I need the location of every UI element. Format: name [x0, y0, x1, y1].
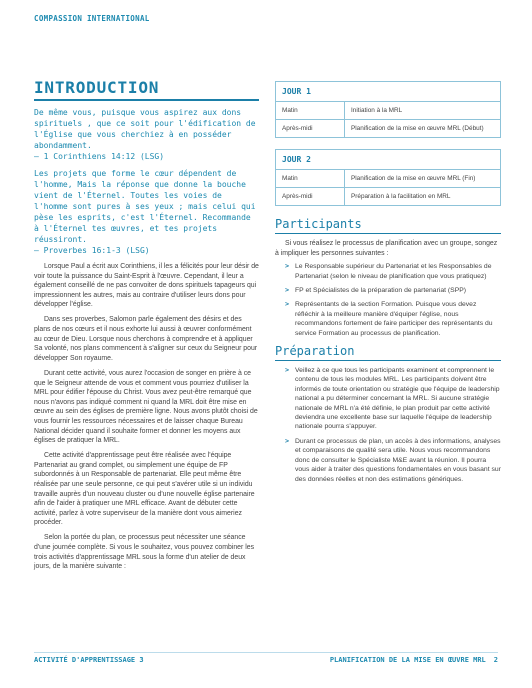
right-column	[275, 81, 501, 489]
paragraph: Selon la portée du plan, ce processus peut nécessiter une séance d'une journée complète. Si vous le souhaitez, vous pouvez combiner les trois activités d'apprentissage MRL sous la forme d'un atelier de deux jours, de la manière suivante :	[34, 534, 255, 571]
activity-cell: Planification de la mise en œuvre MRL (Fin)	[351, 175, 476, 182]
quote-text: De même vous, puisque vous aspirez aux dons spirituels , que ce soit pour l'édification de l'Église que vous cherchiez à en posséder abondamment.	[34, 108, 256, 150]
introduction-title: INTRODUCTION	[34, 78, 259, 101]
left-column	[34, 78, 259, 577]
participants-intro: Si vous réalisez le processus de planification avec un groupe, songez à impliquer les personnes suivantes :	[275, 240, 498, 257]
day-heading: JOUR 2	[276, 150, 500, 170]
organization-header: COMPASSION INTERNATIONAL	[34, 14, 150, 23]
time-cell: Matin	[276, 102, 345, 119]
list-item: > Veillez à ce que tous les participants examinent et comprennent le contenu de tous les modules MRL. Les participants doivent être informés de toute orientation ou stratégie que l'équipe de leadership national a pu déterminer concernant la MRL. Si aucune stratégie nationale de MRL n'a été définie, le plan produit par cette activité deviendra une excellente base sur laquelle l'équipe de leadership nationale pourra s'appuyer.	[285, 366, 501, 432]
footer-document-title: PLANIFICATION DE LA MISE EN ŒUVRE MRL	[329, 656, 486, 664]
page-number: 2	[493, 656, 498, 664]
time-cell: Après-midi	[276, 120, 345, 137]
footer-divider	[34, 652, 498, 653]
schedule-row	[276, 188, 500, 205]
quote-text: Les projets que forme le cœur dépendent de l'homme, Mais la réponse que donne la bouche vient de l'Éternel. Toutes les voies de l'homme sont pures à ses yeux ; mais celui qui pèse les esprits, c'est l'Éternel. Recommande à l'Éternel tes œuvres, et tes projets réussiront.	[34, 169, 256, 244]
participants-heading: Participants	[275, 217, 501, 234]
list-item: > Le Responsable supérieur du Partenariat et les Responsables de Partenariat (selon le niveau de planification que vous pratiquez)	[285, 262, 501, 281]
time-cell: Matin	[276, 170, 345, 187]
paragraph: Lorsque Paul a écrit aux Corinthiens, il les a félicités pour leur désir de voir toute la puissance du Saint-Esprit à l'œuvre. Cependant, il leur a également conseillé de ne pas convoiter de dons spirituels tapageurs qui impressionnent les autres, mais au contraire d'utiliser leurs dons pour développer l'église.	[34, 263, 259, 309]
list-item: > FP et Spécialistes de la préparation de partenariat (SPP)	[285, 286, 501, 295]
quote-reference: — 1 Corinthiens 14:12 (LSG)	[34, 152, 165, 161]
quote-corinthians	[34, 107, 259, 162]
introduction-body	[34, 262, 259, 572]
paragraph: Durant cette activité, vous aurez l'occasion de songer en prière à ce que le Seigneur attende de vous et comment vous pourriez d'utiliser la MRL pour édifier l'épouse du Christ. Vous avez peut-être remarqué que nous n'avons pas indiqué comment ni quand la MRL doit être mise en œuvre au sein des églises de première ligne. Nous avons plutôt choisi de vous fournir les ressources nécessaires et de laisser chaque Bureau National décider quand il souhaite former et donner les moyens aux églises de pratiquer la MRL.	[34, 369, 258, 445]
schedule-table-day-2	[275, 149, 501, 206]
preparation-heading: Préparation	[275, 344, 501, 361]
quote-proverbs	[34, 168, 259, 256]
list-item: > Représentants de la section Formation. Puisque vous devez réfléchir à la meilleure manière d'équiper l'église, nous recommandons fortement de faire participer des représentants du service Formation au processus de planification.	[285, 300, 501, 338]
preparation-list	[275, 366, 501, 484]
schedule-row	[276, 102, 500, 120]
paragraph: Cette activité d'apprentissage peut être réalisée avec l'équipe Partenariat au grand complet, ou simplement une équipe de FP subordonnés à un Responsable de partenariat. Elle peut même être réalisée par une seule personne, ce qui peut s'avérer utile si un individu travaille auprès d'un nouveau cluster ou d'une nouvelle église partenaire afin de l'aider à pratiquer une MRL efficace. Avant de débuter cette activité, parlez à votre superviseur de la manière dont vous aimeriez procéder.	[34, 452, 255, 527]
time-cell: Après-midi	[276, 188, 345, 205]
footer-activity-label: ACTIVITÉ D'APPRENTISSAGE 3	[34, 656, 144, 664]
list-item: > Durant ce processus de plan, un accès à des informations, analyses et comparaisons de qualité sera utile. Nous vous recommandons donc de consulter le Spécialiste M&E avant la réunion. Il pourra vous aider à traiter des questions fondamentales en vous basant sur des données réelles et non des estimations génériques.	[285, 437, 501, 484]
activity-cell: Initiation à la MRL	[351, 107, 403, 114]
quote-reference: — Proverbes 16:1-3 (LSG)	[34, 246, 150, 255]
paragraph: Dans ses proverbes, Salomon parle également des désirs et des plans de nos cœurs et il nous exhorte lui aussi à œuvrer conformément au cœur de Dieu. Lorsque nous cherchons à comprendre et à appliquer Sa volonté, nos plans commencent à s'aligner sur ceux du Seigneur pour développer Son royaume.	[34, 316, 258, 362]
day-heading: JOUR 1	[276, 82, 500, 102]
schedule-row	[276, 120, 500, 137]
footer-right	[330, 656, 498, 664]
schedule-row	[276, 170, 500, 188]
schedule-table-day-1	[275, 81, 501, 138]
participants-list	[275, 262, 501, 338]
activity-cell: Préparation à la facilitation en MRL	[351, 193, 451, 200]
activity-cell: Planification de la mise en œuvre MRL (Début)	[351, 125, 484, 132]
